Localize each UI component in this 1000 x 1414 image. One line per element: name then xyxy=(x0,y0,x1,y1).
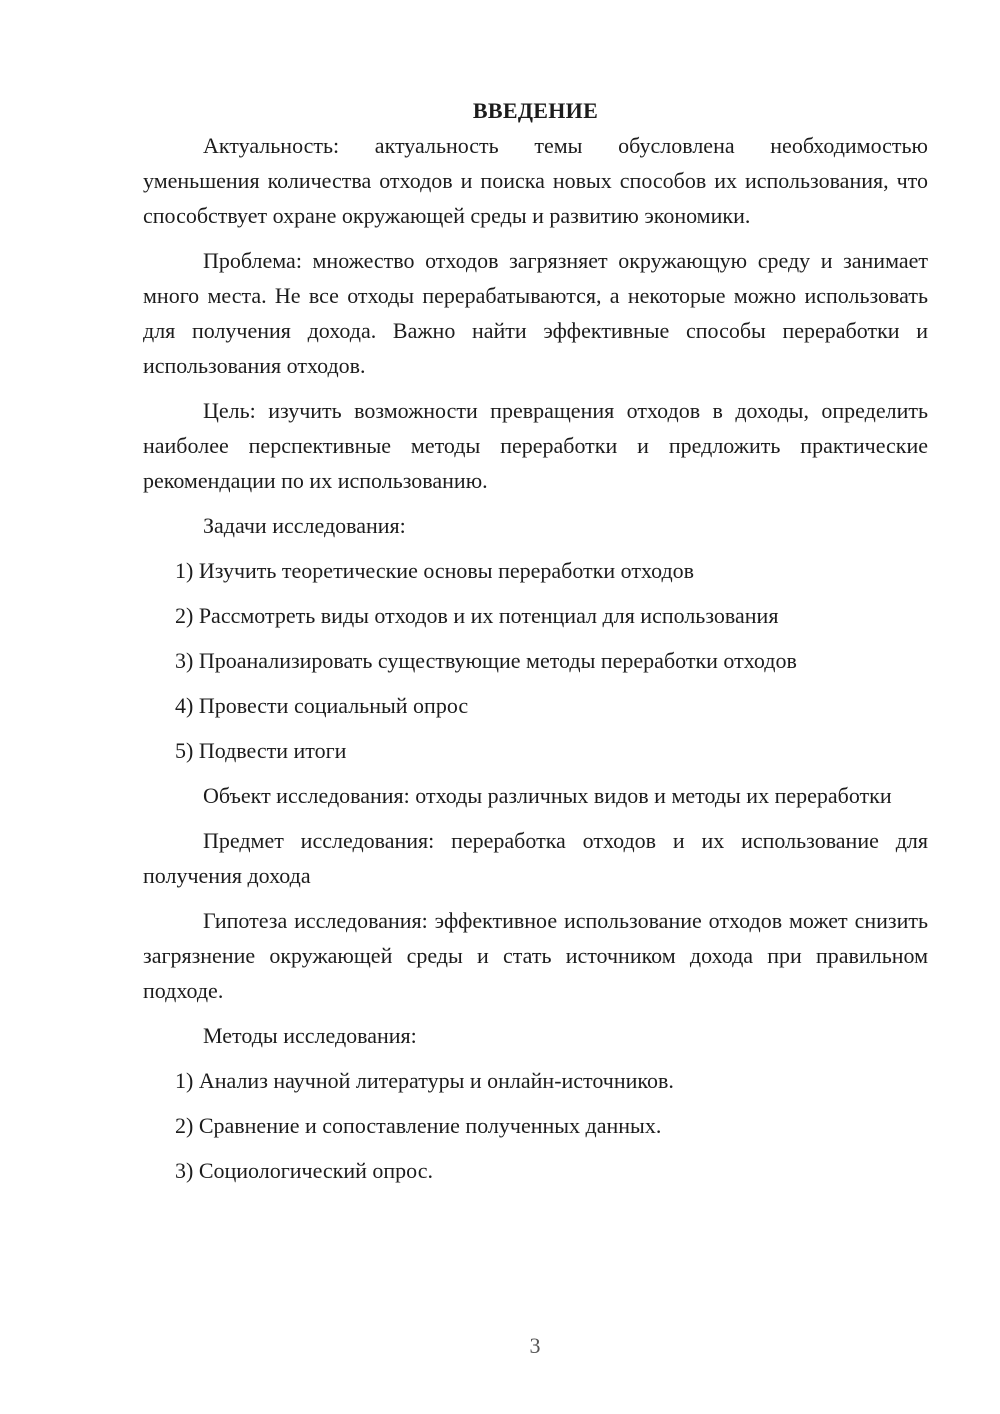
methods-title: Методы исследования: xyxy=(203,1023,417,1048)
list-item: 5) Подвести итоги xyxy=(175,738,347,763)
list-item: 1) Изучить теоретические основы переработки отходов xyxy=(175,558,695,583)
list-item: 1) Анализ научной литературы и онлайн-источников. xyxy=(175,1068,674,1093)
tasks-title: Задачи исследования: xyxy=(203,513,406,538)
object-paragraph: Объект исследования: отходы различных видов и методы их переработки xyxy=(203,783,892,808)
subject-paragraph: Предмет исследования: переработка отходов и их использование для получения дохода xyxy=(143,828,928,888)
list-item: 3) Социологический опрос. xyxy=(175,1158,433,1183)
problem-paragraph: Проблема: множество отходов загрязняет окружающую среду и занимает много места. Не все отходы перерабатываются, а некоторые можно использовать для получения дохода. Важно найти эффективные способы переработки и использования отходов. xyxy=(143,248,928,378)
list-item: 2) Рассмотреть виды отходов и их потенциал для использования xyxy=(175,603,779,628)
goal-paragraph: Цель: изучить возможности превращения отходов в доходы, определить наиболее перспективные методы переработки и предложить практические рекомендации по их использованию. xyxy=(143,398,928,493)
list-item: 3) Проанализировать существующие методы переработки отходов xyxy=(175,648,797,673)
relevance-paragraph: Актуальность: актуальность темы обусловлена необходимостью уменьшения количества отходов и поиска новых способов их использования, что способствует охране окружающей среды и развитию экономики. xyxy=(143,133,928,228)
page-title: ВВЕДЕНИЕ xyxy=(472,98,599,123)
document-body xyxy=(143,96,928,1198)
page-number: 3 xyxy=(529,1333,541,1358)
list-item: 2) Сравнение и сопоставление полученных данных. xyxy=(175,1113,662,1138)
list-item: 4) Провести социальный опрос xyxy=(175,693,469,718)
hypothesis-paragraph: Гипотеза исследования: эффективное использование отходов может снизить загрязнение окружающей среды и стать источником дохода при правильном подходе. xyxy=(143,908,928,1003)
methods-list xyxy=(143,1063,928,1188)
tasks-list xyxy=(143,553,928,768)
